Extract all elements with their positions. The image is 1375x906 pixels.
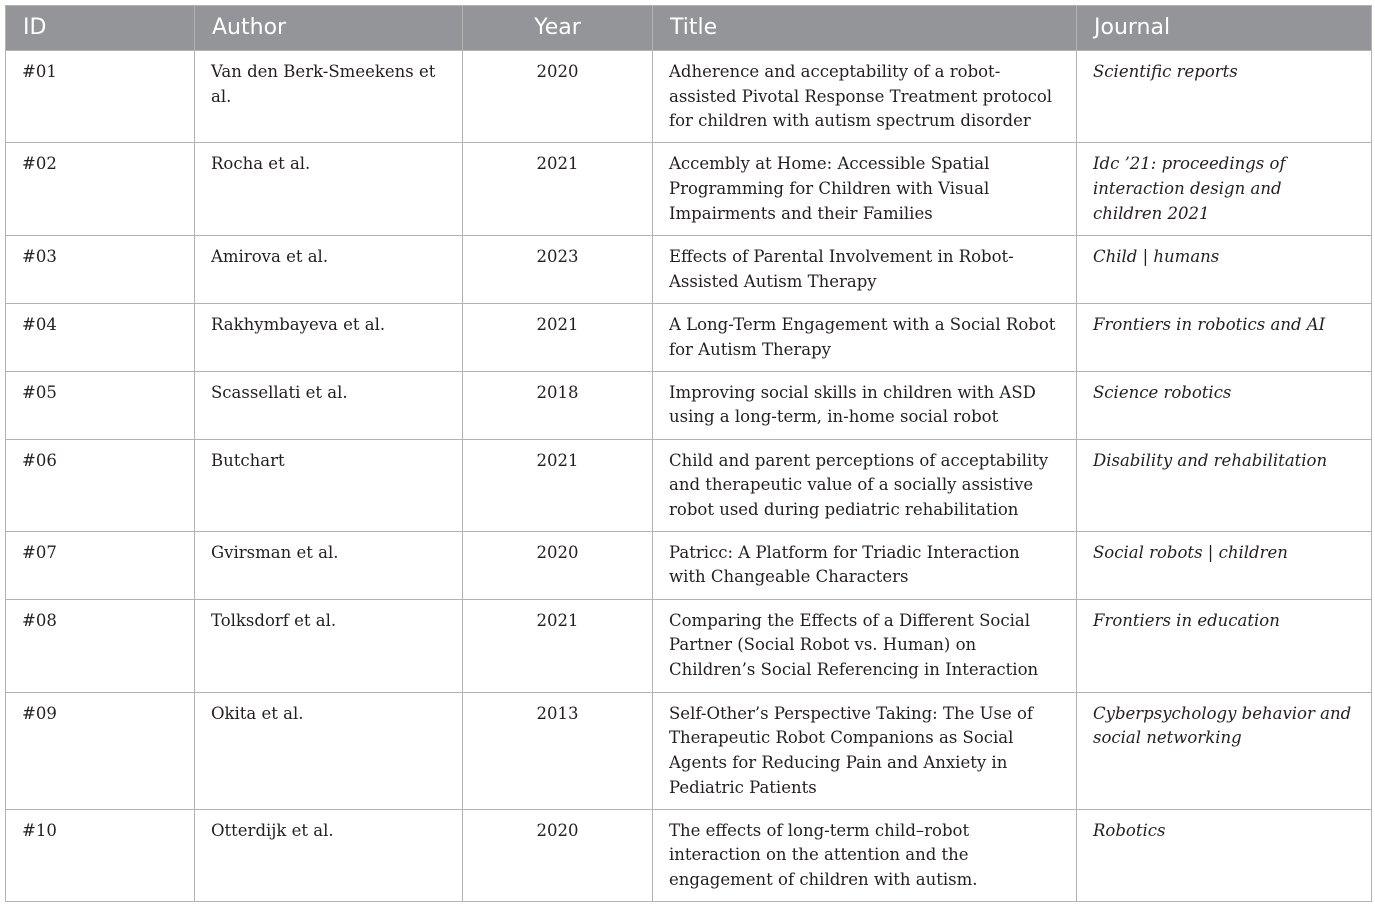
cell-journal: Child | humans [1077,236,1372,304]
cell-title: Self-Other’s Perspective Taking: The Use of Therapeutic Robot Companions as Social Agents for Reducing Pain and Anxiety in Pediatric Patients [653,692,1077,809]
table-row [6,531,1372,599]
cell-author: Butchart [195,439,463,531]
cell-year: 2021 [463,143,653,236]
table-row [6,809,1372,901]
cell-id: #07 [6,531,195,599]
cell-id: #06 [6,439,195,531]
cell-title: Effects of Parental Involvement in Robot-Assisted Autism Therapy [653,236,1077,304]
cell-title: A Long-Term Engagement with a Social Robot for Autism Therapy [653,304,1077,371]
cell-year: 2020 [463,51,653,143]
cell-id: #02 [6,143,195,236]
cell-year: 2021 [463,599,653,692]
header-journal: Journal [1077,6,1372,51]
table-row [6,143,1372,236]
cell-id: #03 [6,236,195,304]
cell-title: Comparing the Effects of a Different Social Partner (Social Robot vs. Human) on Children’s Social Referencing in Interaction [653,599,1077,692]
cell-journal: Cyberpsychology behavior and social networking [1077,692,1372,809]
cell-id: #10 [6,809,195,901]
table-row [6,51,1372,143]
cell-journal: Frontiers in robotics and AI [1077,304,1372,371]
table-body [6,51,1372,902]
cell-author: Amirova et al. [195,236,463,304]
cell-id: #09 [6,692,195,809]
table-row [6,692,1372,809]
cell-title: Accembly at Home: Accessible Spatial Programming for Children with Visual Impairments and their Families [653,143,1077,236]
cell-title: Child and parent perceptions of acceptability and therapeutic value of a socially assistive robot used during pediatric rehabilitation [653,439,1077,531]
cell-year: 2021 [463,439,653,531]
cell-title: Improving social skills in children with ASD using a long-term, in-home social robot [653,371,1077,439]
cell-journal: Frontiers in education [1077,599,1372,692]
cell-journal: Social robots | children [1077,531,1372,599]
table-row [6,439,1372,531]
table-row [6,599,1372,692]
cell-title: Adherence and acceptability of a robot-assisted Pivotal Response Treatment protocol for children with autism spectrum disorder [653,51,1077,143]
cell-year: 2020 [463,531,653,599]
literature-table-container [5,5,1371,902]
cell-journal: Idc ’21: proceedings of interaction design and children 2021 [1077,143,1372,236]
cell-journal: Robotics [1077,809,1372,901]
cell-author: Rocha et al. [195,143,463,236]
table-row [6,304,1372,371]
cell-author: Van den Berk-Smeekens et al. [195,51,463,143]
cell-author: Okita et al. [195,692,463,809]
cell-title: Patricc: A Platform for Triadic Interaction with Changeable Characters [653,531,1077,599]
header-title: Title [653,6,1077,51]
cell-journal: Disability and rehabilitation [1077,439,1372,531]
cell-author: Tolksdorf et al. [195,599,463,692]
table-row [6,236,1372,304]
table-row [6,371,1372,439]
header-id: ID [6,6,195,51]
table-header [6,6,1372,51]
cell-year: 2020 [463,809,653,901]
literature-table [5,5,1372,902]
cell-author: Gvirsman et al. [195,531,463,599]
cell-title: The effects of long-term child–robot interaction on the attention and the engagement of children with autism. [653,809,1077,901]
cell-author: Rakhymbayeva et al. [195,304,463,371]
header-year: Year [463,6,653,51]
cell-author: Otterdijk et al. [195,809,463,901]
cell-year: 2013 [463,692,653,809]
cell-year: 2021 [463,304,653,371]
cell-id: #04 [6,304,195,371]
header-author: Author [195,6,463,51]
header-row [6,6,1372,51]
cell-id: #01 [6,51,195,143]
cell-journal: Science robotics [1077,371,1372,439]
cell-year: 2023 [463,236,653,304]
cell-journal: Scientific reports [1077,51,1372,143]
cell-author: Scassellati et al. [195,371,463,439]
cell-year: 2018 [463,371,653,439]
cell-id: #05 [6,371,195,439]
cell-id: #08 [6,599,195,692]
